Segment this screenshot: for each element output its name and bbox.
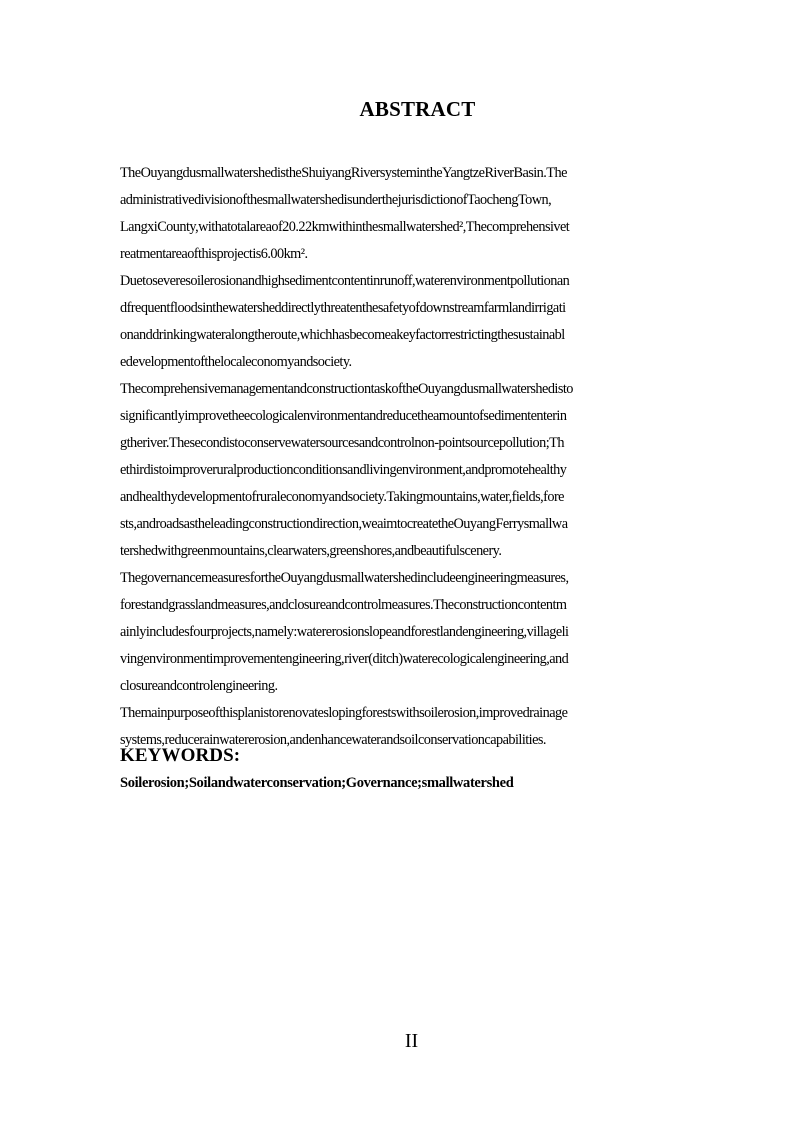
abstract-line: TheOuyangdusmallwatershedistheShuiyangRiversystemintheYangtzeRiverBasin.The xyxy=(120,165,567,181)
abstract-line: dfrequentfloodsinthewatersheddirectlythreatenthesafetyofdownstreamfarmlandirrigati xyxy=(120,300,566,316)
abstract-line: Duetoseveresoilerosionandhighsedimentcontentinrunoff,waterenvironmentpollutionan xyxy=(120,273,570,289)
abstract-line: edevelopmentofthelocaleconomyandsociety. xyxy=(120,354,352,370)
abstract-line: forestandgrasslandmeasures,andclosureandcontrolmeasures.Theconstructioncontentm xyxy=(120,597,567,613)
abstract-line: ThecomprehensivemanagementandconstructiontaskoftheOuyangdusmallwatershedisto xyxy=(120,381,573,397)
abstract-line: significantlyimprovetheecologicalenvironmentandreducetheamountofsedimententerin xyxy=(120,408,567,424)
abstract-line: tershedwithgreenmountains,clearwaters,greenshores,andbeautifulscenery. xyxy=(120,543,502,559)
abstract-line: onanddrinkingwateralongtheroute,whichhasbecomeakeyfactorrestrictingthesustainabl xyxy=(120,327,565,343)
abstract-line: systems,reducerainwatererosion,andenhancewaterandsoilconservationcapabilities. xyxy=(120,732,546,748)
abstract-line: vingenvironmentimprovementengineering,river(ditch)waterecologicalengineering,and xyxy=(120,651,569,667)
abstract-line: reatmentareaofthisprojectis6.00km². xyxy=(120,246,308,262)
keywords-heading: KEYWORDS: xyxy=(120,745,241,766)
abstract-line: LangxiCounty,withatotalareaof20.22kmwithinthesmallwatershed²,Thecomprehensivet xyxy=(120,219,570,235)
abstract-line: andhealthydevelopmentofruraleconomyandsociety.Takingmountains,water,fields,fore xyxy=(120,489,564,505)
page-number: II xyxy=(404,1030,419,1052)
abstract-line: ethirdistoimproveruralproductionconditionsandlivingenvironment,andpromotehealthy xyxy=(120,462,567,478)
keywords-list: Soilerosion;Soilandwaterconservation;Governance;smallwatershed xyxy=(120,775,514,791)
abstract-line: ainlyincludesfourprojects,namely:watererosionslopeandforestlandengineering,villageli xyxy=(120,624,569,640)
abstract-line: Themainpurposeofthisplanistorenovateslopingforestswithsoilerosion,improvedrainage xyxy=(120,705,568,721)
abstract-line: ThegovernancemeasuresfortheOuyangdusmallwatershedincludeengineeringmeasures, xyxy=(120,570,569,586)
abstract-line: sts,androadsastheleadingconstructiondirection,weaimtocreatetheOuyangFerrysmallwa xyxy=(120,516,568,532)
abstract-body xyxy=(120,160,680,754)
abstract-line: gtheriver.Thesecondistoconservewatersourcesandcontrolnon-pointsourcepollution;Th xyxy=(120,435,564,451)
abstract-line: closureandcontrolengineering. xyxy=(120,678,278,694)
page-title: ABSTRACT xyxy=(359,97,476,121)
abstract-line: administrativedivisionofthesmallwatershedisunderthejurisdictionofTaochengTown, xyxy=(120,192,552,208)
